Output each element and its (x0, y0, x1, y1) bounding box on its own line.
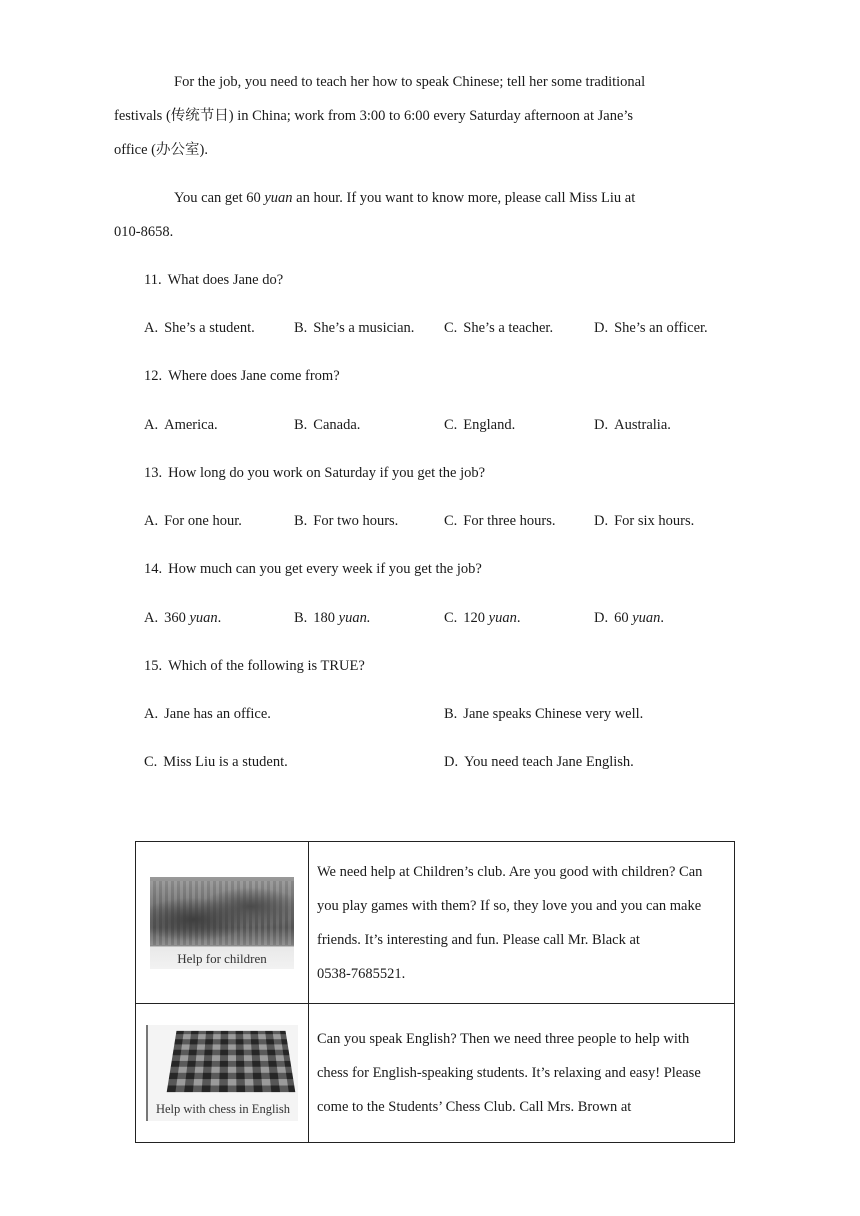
question-12-option-d[interactable]: D. Australia. (594, 417, 671, 433)
currency-word: yuan (264, 190, 293, 206)
ad-row (136, 1004, 735, 1143)
children-photo-icon (150, 877, 294, 969)
question-number: 13. (144, 465, 163, 481)
question-number: 14. (144, 561, 163, 577)
ad-line: Can you speak English? Then we need three people to help with (317, 1031, 690, 1047)
question-14-option-c[interactable]: C. 120 yuan. (444, 610, 521, 626)
question-14-option-b[interactable]: B. 180 yuan. (294, 610, 371, 626)
ads-table (135, 841, 735, 1143)
question-text: How long do you work on Saturday if you get the job? (168, 465, 486, 481)
passage-text: You can get 60 (174, 190, 265, 206)
passage-paragraph-2 (114, 181, 724, 249)
question-14-option-d[interactable]: D. 60 yuan. (594, 610, 665, 626)
passage-line: 010-8658. (114, 224, 174, 240)
question-text: How much can you get every week if you get the job? (168, 561, 482, 577)
ad-text-cell (309, 1004, 735, 1143)
question-number: 15. (144, 658, 163, 674)
question-13-option-a[interactable]: A. For one hour. (144, 513, 242, 529)
question-11-option-b[interactable]: B. She’s a musician. (294, 320, 415, 336)
passage-line: festivals (传统节日) in China; work from 3:00 to 6:00 every Saturday afternoon at Jane’s (114, 108, 634, 124)
image-caption: Help with chess in English (155, 1102, 290, 1116)
passage-paragraph-1 (114, 65, 724, 167)
ad-line: We need help at Children’s club. Are you good with children? Can (317, 863, 703, 880)
question-13 (144, 463, 485, 483)
ad-text-cell (309, 842, 735, 1004)
question-15-option-d[interactable]: D. You need teach Jane English. (444, 754, 634, 770)
ad-line: chess for English-speaking students. It’s relaxing and easy! Please (317, 1065, 701, 1081)
question-13-option-d[interactable]: D. For six hours. (594, 513, 695, 529)
question-text: What does Jane do? (167, 272, 284, 288)
ad-line: friends. It’s interesting and fun. Please call Mr. Black at (317, 931, 640, 948)
ad-line: 0538-7685521. (317, 965, 406, 982)
question-11-option-c[interactable]: C. She’s a teacher. (444, 320, 554, 336)
passage-line: office (办公室). (114, 142, 208, 158)
question-15-option-c[interactable]: C. Miss Liu is a student. (144, 754, 288, 770)
question-13-option-c[interactable]: C. For three hours. (444, 513, 556, 529)
ad-line: you play games with them? If so, they love you and you can make (317, 897, 702, 914)
question-number: 12. (144, 368, 163, 384)
question-text: Which of the following is TRUE? (168, 658, 365, 674)
question-11-option-a[interactable]: A. She’s a student. (144, 320, 255, 336)
question-13-option-b[interactable]: B. For two hours. (294, 513, 399, 529)
ad-image-cell (136, 1004, 309, 1143)
question-11 (144, 270, 283, 290)
question-14-option-a[interactable]: A. 360 yuan. (144, 610, 222, 626)
question-text: Where does Jane come from? (168, 368, 340, 384)
ad-line: come to the Students’ Chess Club. Call Mrs. Brown at (317, 1099, 632, 1115)
question-14 (144, 559, 482, 579)
question-12-option-c[interactable]: C. England. (444, 417, 516, 433)
ad-row (136, 842, 735, 1004)
ad-image-cell (136, 842, 309, 1004)
passage-text: an hour. If you want to know more, please call Miss Liu at (292, 190, 636, 206)
passage-line: For the job, you need to teach her how to speak Chinese; tell her some traditional (174, 74, 646, 90)
question-number: 11. (144, 272, 162, 288)
image-caption: Help for children (177, 950, 267, 966)
chessboard-photo-icon (146, 1025, 298, 1121)
question-15-option-a[interactable]: A. Jane has an office. (144, 706, 271, 722)
question-15 (144, 656, 365, 676)
question-12 (144, 366, 340, 386)
question-12-option-b[interactable]: B. Canada. (294, 417, 361, 433)
question-12-option-a[interactable]: A. America. (144, 417, 218, 433)
question-15-option-b[interactable]: B. Jane speaks Chinese very well. (444, 706, 644, 722)
question-11-option-d[interactable]: D. She’s an officer. (594, 320, 708, 336)
